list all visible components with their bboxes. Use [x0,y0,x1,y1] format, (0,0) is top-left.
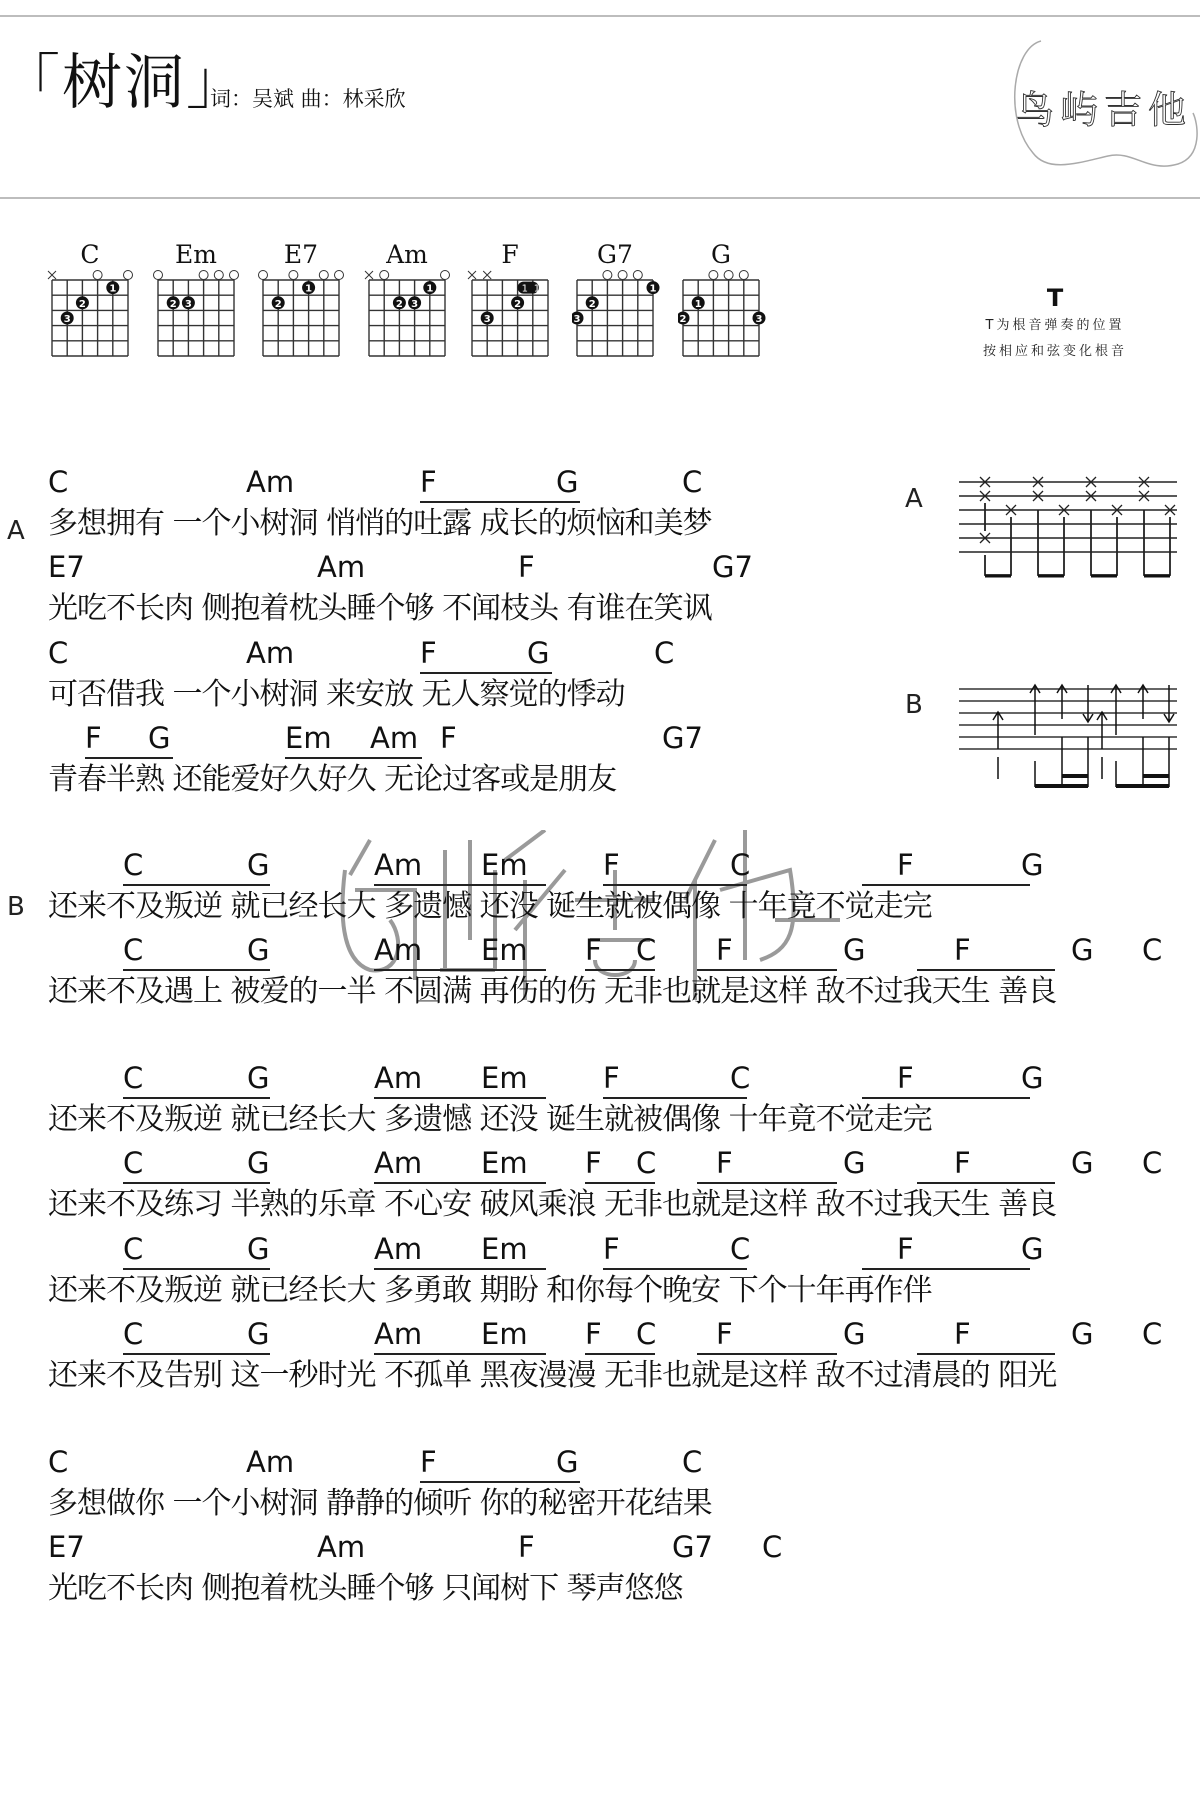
chord-underline [374,1097,546,1099]
chord-diagram-name: G [711,240,731,269]
chord-label: G [247,1061,270,1095]
chord-underline [862,1097,1030,1099]
fretboard-grid-icon [153,270,243,370]
chord-underline [123,1353,270,1355]
root-note-legend [940,283,1170,365]
lyric-text: 还来不及叛逆 就已经长大 多遗憾 还没 诞生就被偶像 十年竟不觉走完 [48,1102,932,1137]
chord-underline [285,757,422,759]
svg-text:3: 3 [411,298,419,310]
chord-underline [697,1353,837,1355]
root-symbol: T [1046,284,1064,312]
chord-label: Am [374,1146,423,1180]
chord-label: Am [374,848,423,882]
svg-text:3: 3 [755,314,763,325]
chord-label: F [420,636,437,670]
chord-label: G [1071,1317,1094,1351]
chord-label: G [247,1317,270,1351]
fretboard-grid-icon [364,270,454,370]
svg-text:3: 3 [63,314,71,325]
svg-text:3: 3 [483,314,491,325]
chord-label: C [682,465,703,499]
lyric-text: 还来不及叛逆 就已经长大 多勇敢 期盼 和你每个晚安 下个十年再作伴 [48,1273,932,1308]
svg-text:1: 1 [521,283,528,295]
chord-label: C [636,933,657,967]
chord-label: F [518,550,535,584]
legend-line-2: 按相应和弦变化根音 [982,344,1127,359]
section-b-label: B [7,892,25,922]
chord-label: C [123,933,144,967]
chord-underline [697,969,837,971]
chord-label: C [48,636,69,670]
chord-diagram-e7 [258,240,344,380]
chord-diagram-g [678,240,764,380]
chord-label: C [730,848,751,882]
chord-underline [123,884,270,886]
chord-label: Am [374,933,423,967]
chord-label: C [636,1146,657,1180]
chord-label: G [247,848,270,882]
chord-underline [917,1353,1055,1355]
chord-underline [374,1182,546,1184]
svg-text:3: 3 [184,298,192,310]
song-title: 「树洞」 [0,48,248,118]
chord-label: C [1142,1146,1163,1180]
chord-label: G [1071,1146,1094,1180]
chord-label: C [682,1445,703,1479]
chord-underline [85,757,173,759]
lyric-text: 光吃不长肉 侧抱着枕头睡个够 只闻树下 琴声悠悠 [48,1571,683,1606]
chord-diagram-c [47,240,133,380]
chord-label: C [48,1445,69,1479]
chord-label: G [1021,1232,1044,1266]
chord-label: F [603,1061,620,1095]
chord-label: Am [374,1061,423,1095]
chord-label: C [1142,933,1163,967]
chord-underline [420,1481,580,1483]
fretboard-grid-icon [572,270,662,370]
chord-label: C [123,1146,144,1180]
chord-label: C [123,1232,144,1266]
chord-label: F [716,933,733,967]
chord-label: C [654,636,675,670]
chord-label: Am [246,636,295,670]
chord-label: G7 [712,550,753,584]
chord-label: Em [481,848,528,882]
chord-label: F [716,1146,733,1180]
chord-label: G [1071,933,1094,967]
chord-label: G [527,636,550,670]
chord-label: F [585,1146,602,1180]
lyric-text: 还来不及告别 这一秒时光 不孤单 黑夜漫漫 无非也就是这样 敌不过清晨的 阳光 [48,1358,1057,1393]
chord-diagram-name: G7 [597,240,633,269]
chord-label: Am [374,1317,423,1351]
lyric-text: 还来不及遇上 被爱的一半 不圆满 再伤的伤 无非也就是这样 敌不过我天生 善良 [48,974,1057,1009]
chord-label: C [123,1061,144,1095]
pattern-b-label: B [905,690,923,720]
chord-label: Em [481,933,528,967]
chord-label: C [730,1232,751,1266]
chord-label: F [518,1530,535,1564]
chord-underline [420,672,552,674]
chord-underline [862,884,1030,886]
chord-label: C [1142,1317,1163,1351]
chord-label: C [123,848,144,882]
chord-underline [603,884,747,886]
lyric-text: 青春半熟 还能爱好久好久 无论过客或是朋友 [48,762,617,797]
chord-label: Em [481,1061,528,1095]
lyric-text: 可否借我 一个小树洞 来安放 无人察觉的悸动 [48,677,625,712]
chord-label: Em [481,1232,528,1266]
svg-text:1: 1 [649,283,657,295]
fretboard-grid-icon [467,270,557,370]
chord-diagram-name: E7 [283,240,319,269]
chord-underline [123,1097,270,1099]
chord-label: G [843,1146,866,1180]
brand-logo [1008,38,1200,178]
chord-label: G [843,933,866,967]
chord-label: F [585,1317,602,1351]
chord-label: G [843,1317,866,1351]
chord-label: C [123,1317,144,1351]
chord-underline [603,1097,747,1099]
chord-label: Am [246,465,295,499]
chord-label: G [247,1146,270,1180]
chord-label: F [897,1061,914,1095]
chord-label: Em [285,721,332,755]
chord-label: Am [317,550,366,584]
pattern-a-tab [955,475,1180,585]
chord-label: E7 [48,550,85,584]
section-a-label: A [7,516,25,546]
svg-text:1: 1 [426,283,434,295]
chord-label: F [897,848,914,882]
chord-underline [917,969,1055,971]
chord-underline [374,969,546,971]
chord-label: F [716,1317,733,1351]
chord-underline [420,501,580,503]
lyric-text: 多想拥有 一个小树洞 悄悄的吐露 成长的烦恼和美梦 [48,506,712,541]
chord-label: G7 [672,1530,713,1564]
chord-diagram-name: F [501,240,519,269]
chord-diagram-f [467,240,553,380]
chord-label: F [585,933,602,967]
chord-label: C [730,1061,751,1095]
svg-text:2: 2 [274,298,282,310]
logo-text: 鸟屿吉他 [1015,88,1193,132]
logo-outline-icon [1008,38,1200,178]
chord-label: Em [481,1317,528,1351]
chord-diagram-name: Em [175,240,217,269]
chord-label: G [1021,848,1044,882]
chord-label: G [247,1232,270,1266]
chord-underline [585,1182,655,1184]
chord-diagram-name: Am [386,240,428,269]
chord-underline [374,1268,546,1270]
fretboard-grid-icon [47,270,137,370]
chord-underline [585,1353,655,1355]
chord-label: G [148,721,171,755]
chord-underline [697,1182,837,1184]
svg-text:1: 1 [694,298,702,310]
chord-label: Am [370,721,419,755]
chord-label: F [603,848,620,882]
svg-text:3: 3 [573,314,581,325]
chord-label: C [762,1530,783,1564]
lyric-text: 还来不及练习 半熟的乐章 不心安 破风乘浪 无非也就是这样 敌不过我天生 善良 [48,1187,1057,1222]
svg-text:2: 2 [588,298,596,310]
chord-label: E7 [48,1530,85,1564]
lyric-text: 多想做你 一个小树洞 静静的倾听 你的秘密开花结果 [48,1486,712,1521]
chord-diagram-am [364,240,450,380]
chord-label: F [897,1232,914,1266]
header-divider [0,197,1200,199]
chord-label: G [556,465,579,499]
pattern-b-tab [955,675,1180,790]
chord-label: F [440,721,457,755]
chord-underline [374,1353,546,1355]
chord-underline [123,969,270,971]
song-credits: 词：吴斌 曲：林采欣 [210,87,406,111]
chord-underline [374,884,546,886]
pattern-a-label: A [905,484,923,514]
chord-underline [123,1268,270,1270]
svg-text:2: 2 [514,298,522,310]
lyric-text: 还来不及叛逆 就已经长大 多遗憾 还没 诞生就被偶像 十年竟不觉走完 [48,889,932,924]
legend-line-1: T为根音弹奏的位置 [985,318,1125,333]
chord-label: Am [317,1530,366,1564]
chord-label: F [954,933,971,967]
chord-label: F [954,1317,971,1351]
svg-text:1: 1 [109,283,117,295]
top-rule [0,15,1200,17]
chord-underline [603,1268,747,1270]
chord-underline [585,969,655,971]
chord-underline [123,1182,270,1184]
chord-label: G7 [662,721,703,755]
chord-underline [862,1268,1030,1270]
chord-label: G [247,933,270,967]
chord-label: C [48,465,69,499]
chord-label: F [603,1232,620,1266]
svg-text:2: 2 [78,298,86,310]
fretboard-grid-icon [678,270,768,370]
chord-label: Am [374,1232,423,1266]
chord-label: F [420,1445,437,1479]
chord-label: C [636,1317,657,1351]
svg-text:2: 2 [679,314,687,325]
chord-label: F [954,1146,971,1180]
chord-label: G [1021,1061,1044,1095]
svg-text:1: 1 [305,283,313,295]
chord-diagram-em [153,240,239,380]
chord-label: Em [481,1146,528,1180]
svg-text:2: 2 [395,298,403,310]
chord-label: G [556,1445,579,1479]
svg-text:2: 2 [169,298,177,310]
chord-label: F [420,465,437,499]
svg-text:1: 1 [533,283,541,295]
chord-diagram-name: C [80,240,100,269]
chord-label: Am [246,1445,295,1479]
chord-underline [917,1182,1055,1184]
chord-diagram-g7 [572,240,658,380]
lyric-text: 光吃不长肉 侧抱着枕头睡个够 不闻枝头 有谁在笑讽 [48,591,712,626]
chord-label: F [85,721,102,755]
fretboard-grid-icon [258,270,348,370]
